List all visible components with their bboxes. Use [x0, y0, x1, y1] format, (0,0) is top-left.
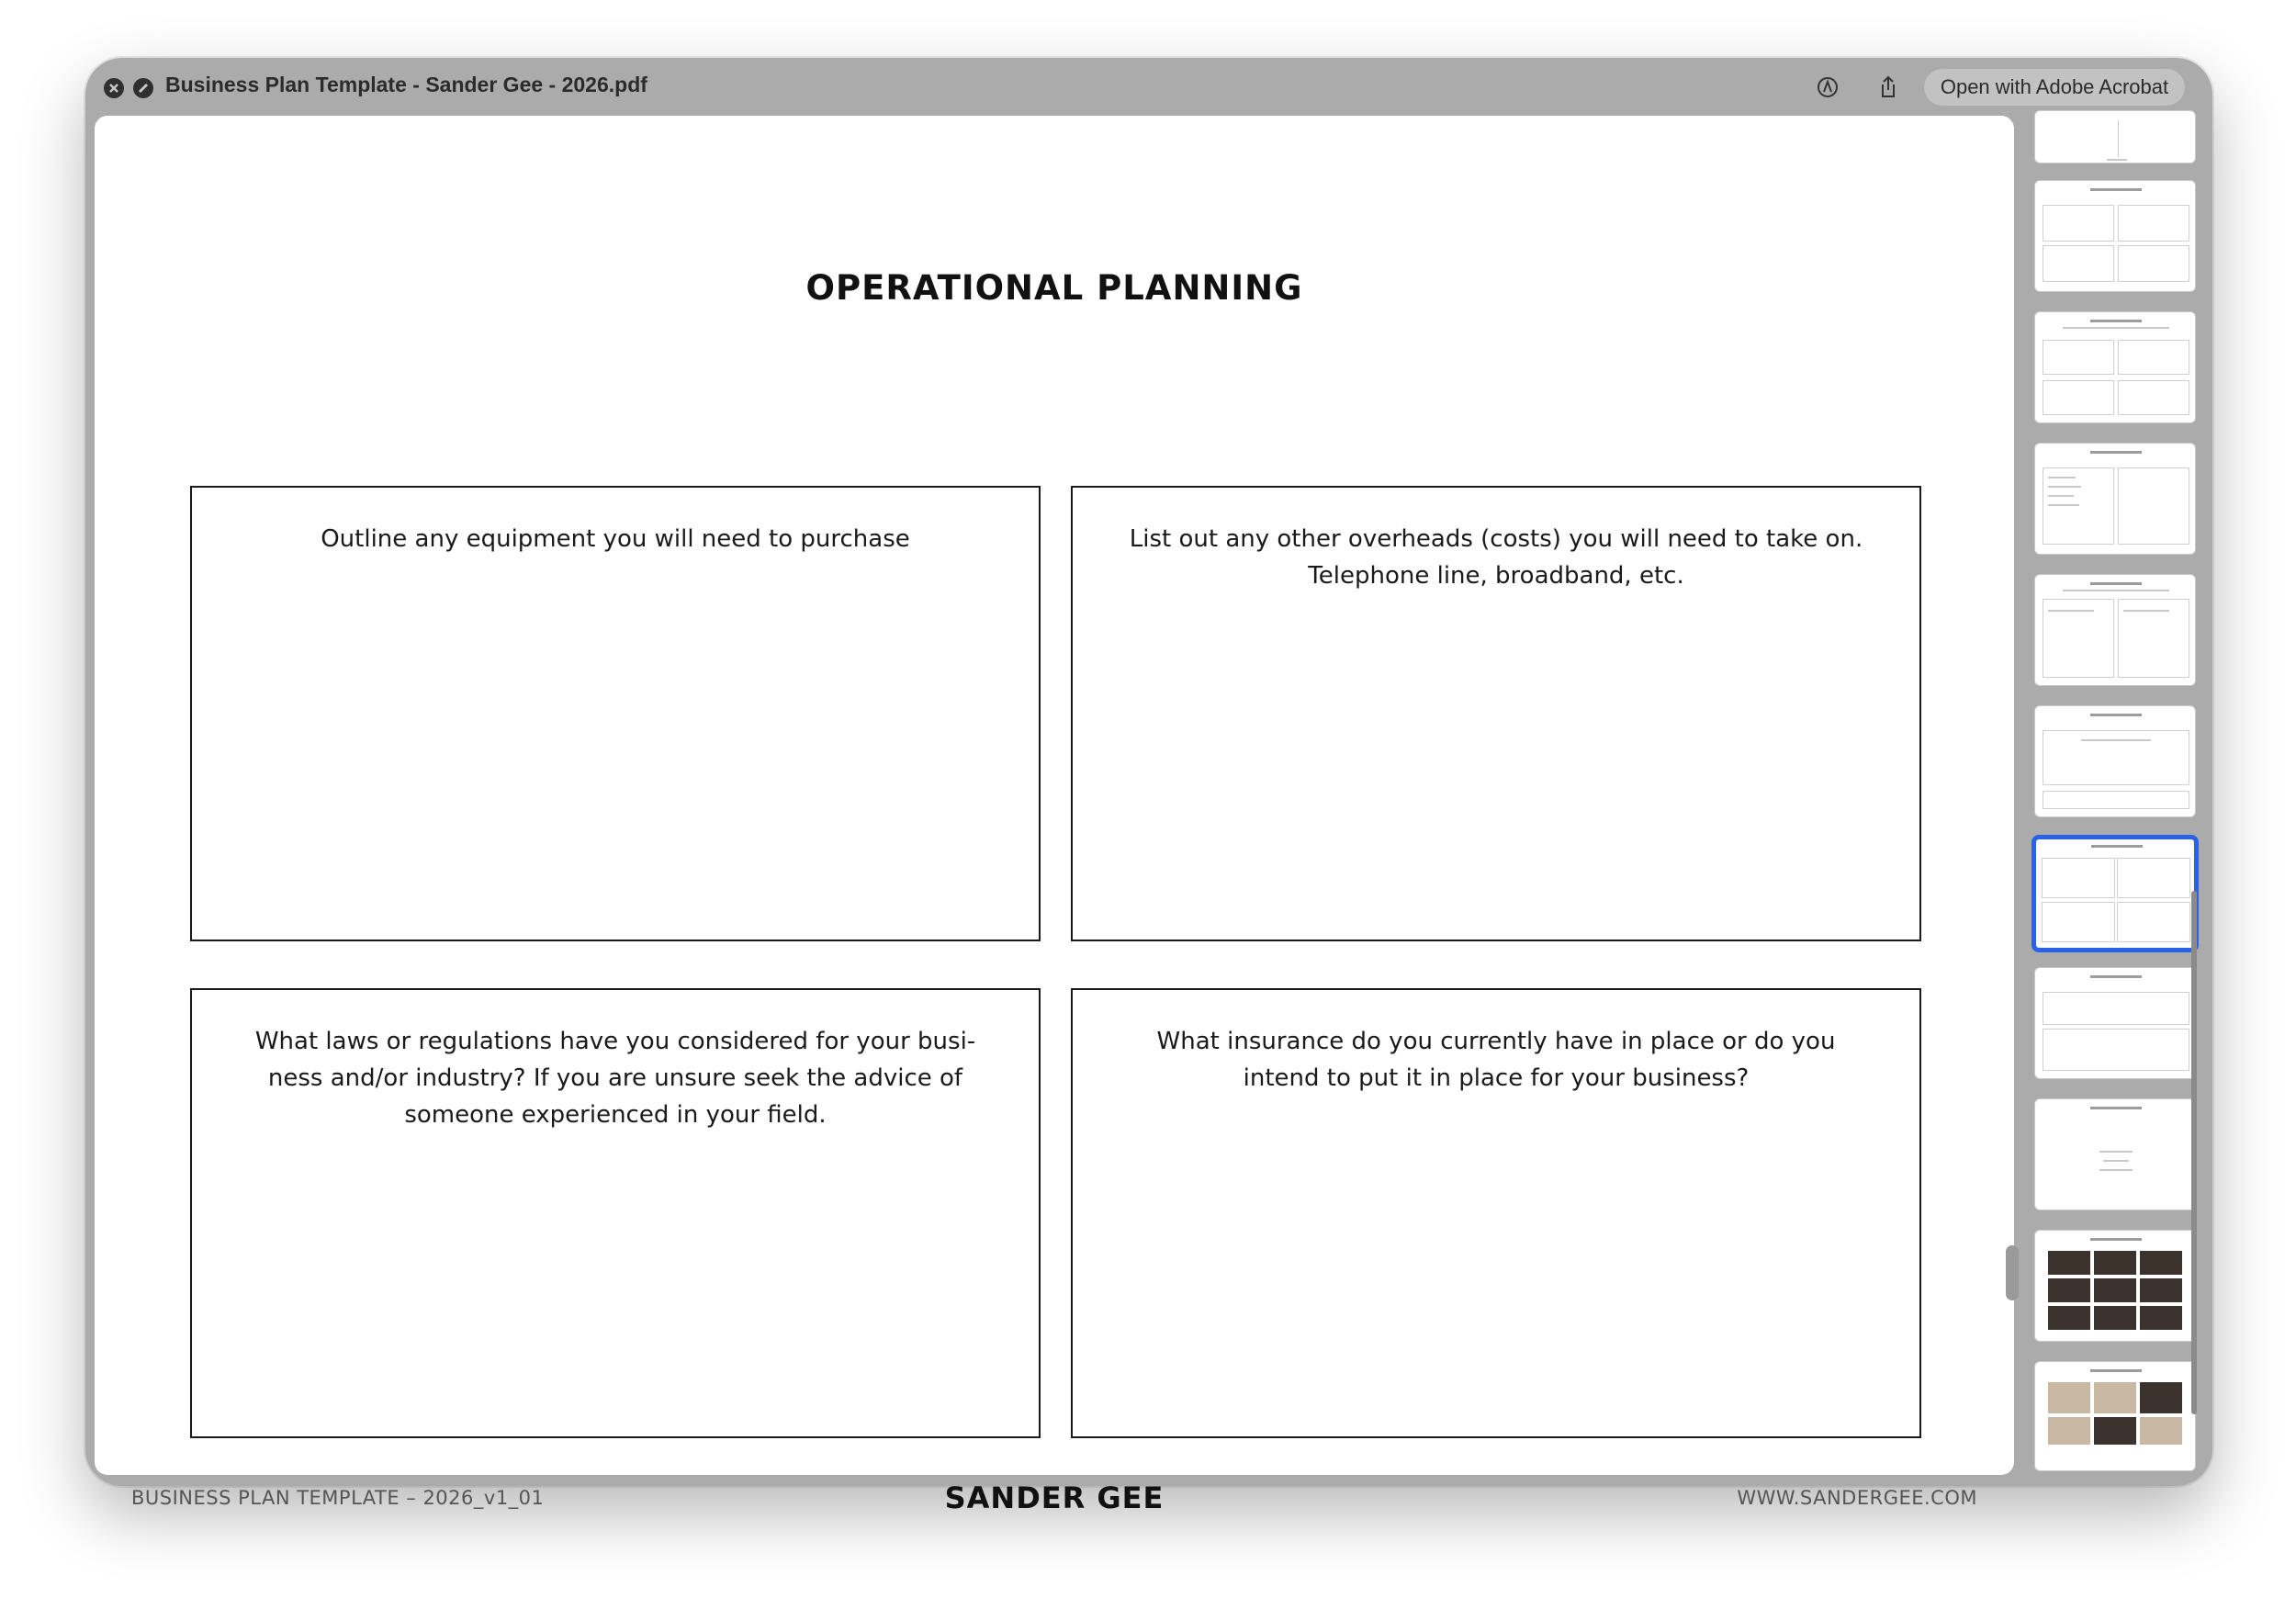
pdf-page [95, 116, 2014, 1515]
page-scroll-thumb[interactable] [2006, 1245, 2019, 1300]
footer-brand: SANDER GEE [944, 1480, 1165, 1515]
thumbnail-scrollbar[interactable] [2191, 891, 2197, 1414]
document-title: Business Plan Template - Sander Gee - 2026.pdf [165, 73, 647, 96]
footer-website: WWW.SANDERGEE.COM [1737, 1487, 1977, 1509]
open-with-acrobat-button[interactable]: Open with Adobe Acrobat [1924, 69, 2185, 106]
insurance-box [1071, 988, 1921, 1438]
title-bar [85, 58, 2212, 117]
preview-window [85, 58, 2212, 1515]
page-thumbnail[interactable] [2034, 1361, 2196, 1471]
minimize-window-button[interactable] [133, 78, 153, 98]
footer-template-version: BUSINESS PLAN TEMPLATE – 2026_v1_01 [131, 1487, 545, 1509]
page-thumbnail[interactable] [2034, 180, 2196, 292]
compass-icon [133, 78, 153, 98]
page-thumbnail[interactable] [2034, 1098, 2196, 1210]
page-thumbnail[interactable] [2034, 311, 2196, 423]
share-button[interactable] [1874, 73, 1902, 101]
share-icon [1874, 73, 1902, 101]
page-title: OPERATIONAL PLANNING [805, 268, 1303, 308]
page-thumbnail[interactable] [2034, 967, 2196, 1079]
page-thumbnail[interactable] [2034, 443, 2196, 555]
markup-button[interactable] [1814, 73, 1841, 101]
page-thumbnail-current[interactable] [2032, 835, 2199, 952]
close-icon [104, 78, 124, 98]
close-window-button[interactable] [104, 78, 124, 98]
page-thumbnail[interactable] [2034, 110, 2196, 163]
overheads-question: List out any other overheads (costs) you will need to take on. Telephone line, broadband, etc. [1129, 525, 1863, 590]
page-thumbnail[interactable] [2034, 574, 2196, 686]
page-thumbnail[interactable] [2034, 705, 2196, 817]
page-thumbnail[interactable] [2034, 1230, 2196, 1342]
equipment-question: Outline any equipment you will need to purchase [321, 525, 910, 553]
regulations-question: What laws or regulations have you considered for your busi-ness and/or industry? If you are unsure seek the advice of someone experienced in your field. [254, 1028, 976, 1129]
markup-icon [1814, 73, 1841, 101]
page-scrollbar[interactable] [2006, 1245, 2019, 1319]
insurance-question: What insurance do you currently have in place or do you intend to put it in place for your business? [1156, 1028, 1836, 1092]
regulations-box [190, 988, 1041, 1438]
overheads-box [1071, 486, 1921, 941]
equipment-box [190, 486, 1041, 941]
